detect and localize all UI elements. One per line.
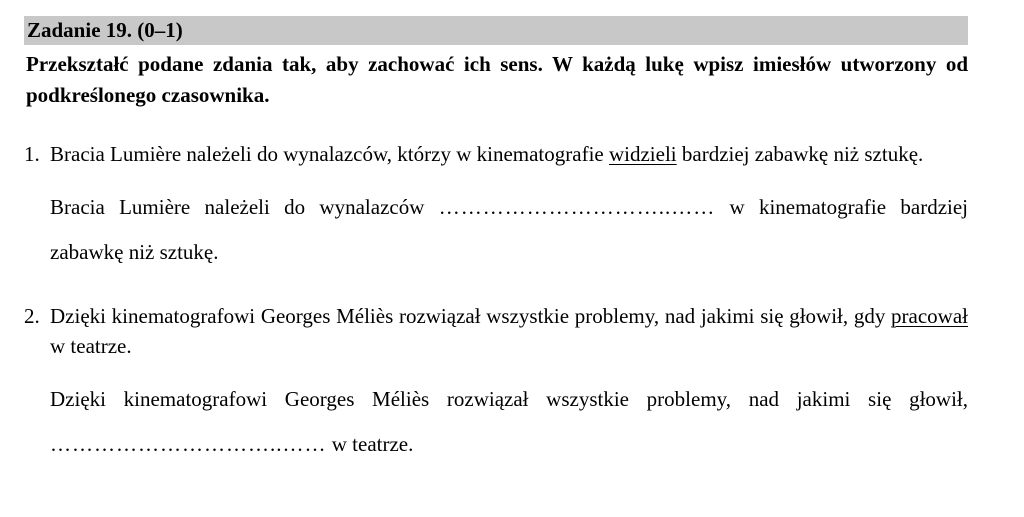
sentence-text: Dzięki kinematografowi Georges Méliès rozwiązał wszystkie problemy, nad jakimi się głowił, gdy	[50, 304, 886, 328]
task-title: Zadanie 19. (0–1)	[27, 18, 183, 42]
exercise-sentence-2	[24, 301, 968, 361]
task-instruction: Przekształć podane zdania tak, aby zachować ich sens. W każdą lukę wpisz imiesłów utworzony od podkreślonego czasownika.	[26, 52, 968, 107]
sentence-text: Bracia Lumière należeli do wynalazców, którzy w kinematografie	[50, 142, 604, 166]
item-number: 2.	[24, 304, 40, 328]
answer-blank[interactable]: …………………………..……	[50, 432, 327, 456]
answer-text: w teatrze.	[331, 432, 414, 456]
answer-line-1	[24, 185, 968, 275]
item-number: 1.	[24, 142, 40, 166]
underlined-verb: widzieli	[608, 142, 677, 166]
answer-blank[interactable]: …………………………..……	[438, 195, 716, 219]
sentence-text: w teatrze.	[50, 334, 132, 358]
underlined-verb: pracował	[891, 304, 968, 328]
task-header	[24, 16, 968, 45]
answer-line-2	[24, 377, 968, 467]
exercise-item-1	[24, 139, 968, 169]
answer-text: w kinematografie bardziej zabawkę niż sztukę.	[50, 195, 969, 264]
exercise-sentence-1	[24, 139, 968, 169]
sentence-text: bardziej zabawkę niż sztukę.	[681, 142, 924, 166]
answer-text: Bracia Lumière należeli do wynalazców	[50, 195, 425, 219]
exam-page	[24, 16, 968, 467]
exercise-item-2	[24, 301, 968, 361]
answer-text: Dzięki kinematografowi Georges Méliès rozwiązał wszystkie problemy, nad jakimi się głowił,	[50, 387, 968, 411]
